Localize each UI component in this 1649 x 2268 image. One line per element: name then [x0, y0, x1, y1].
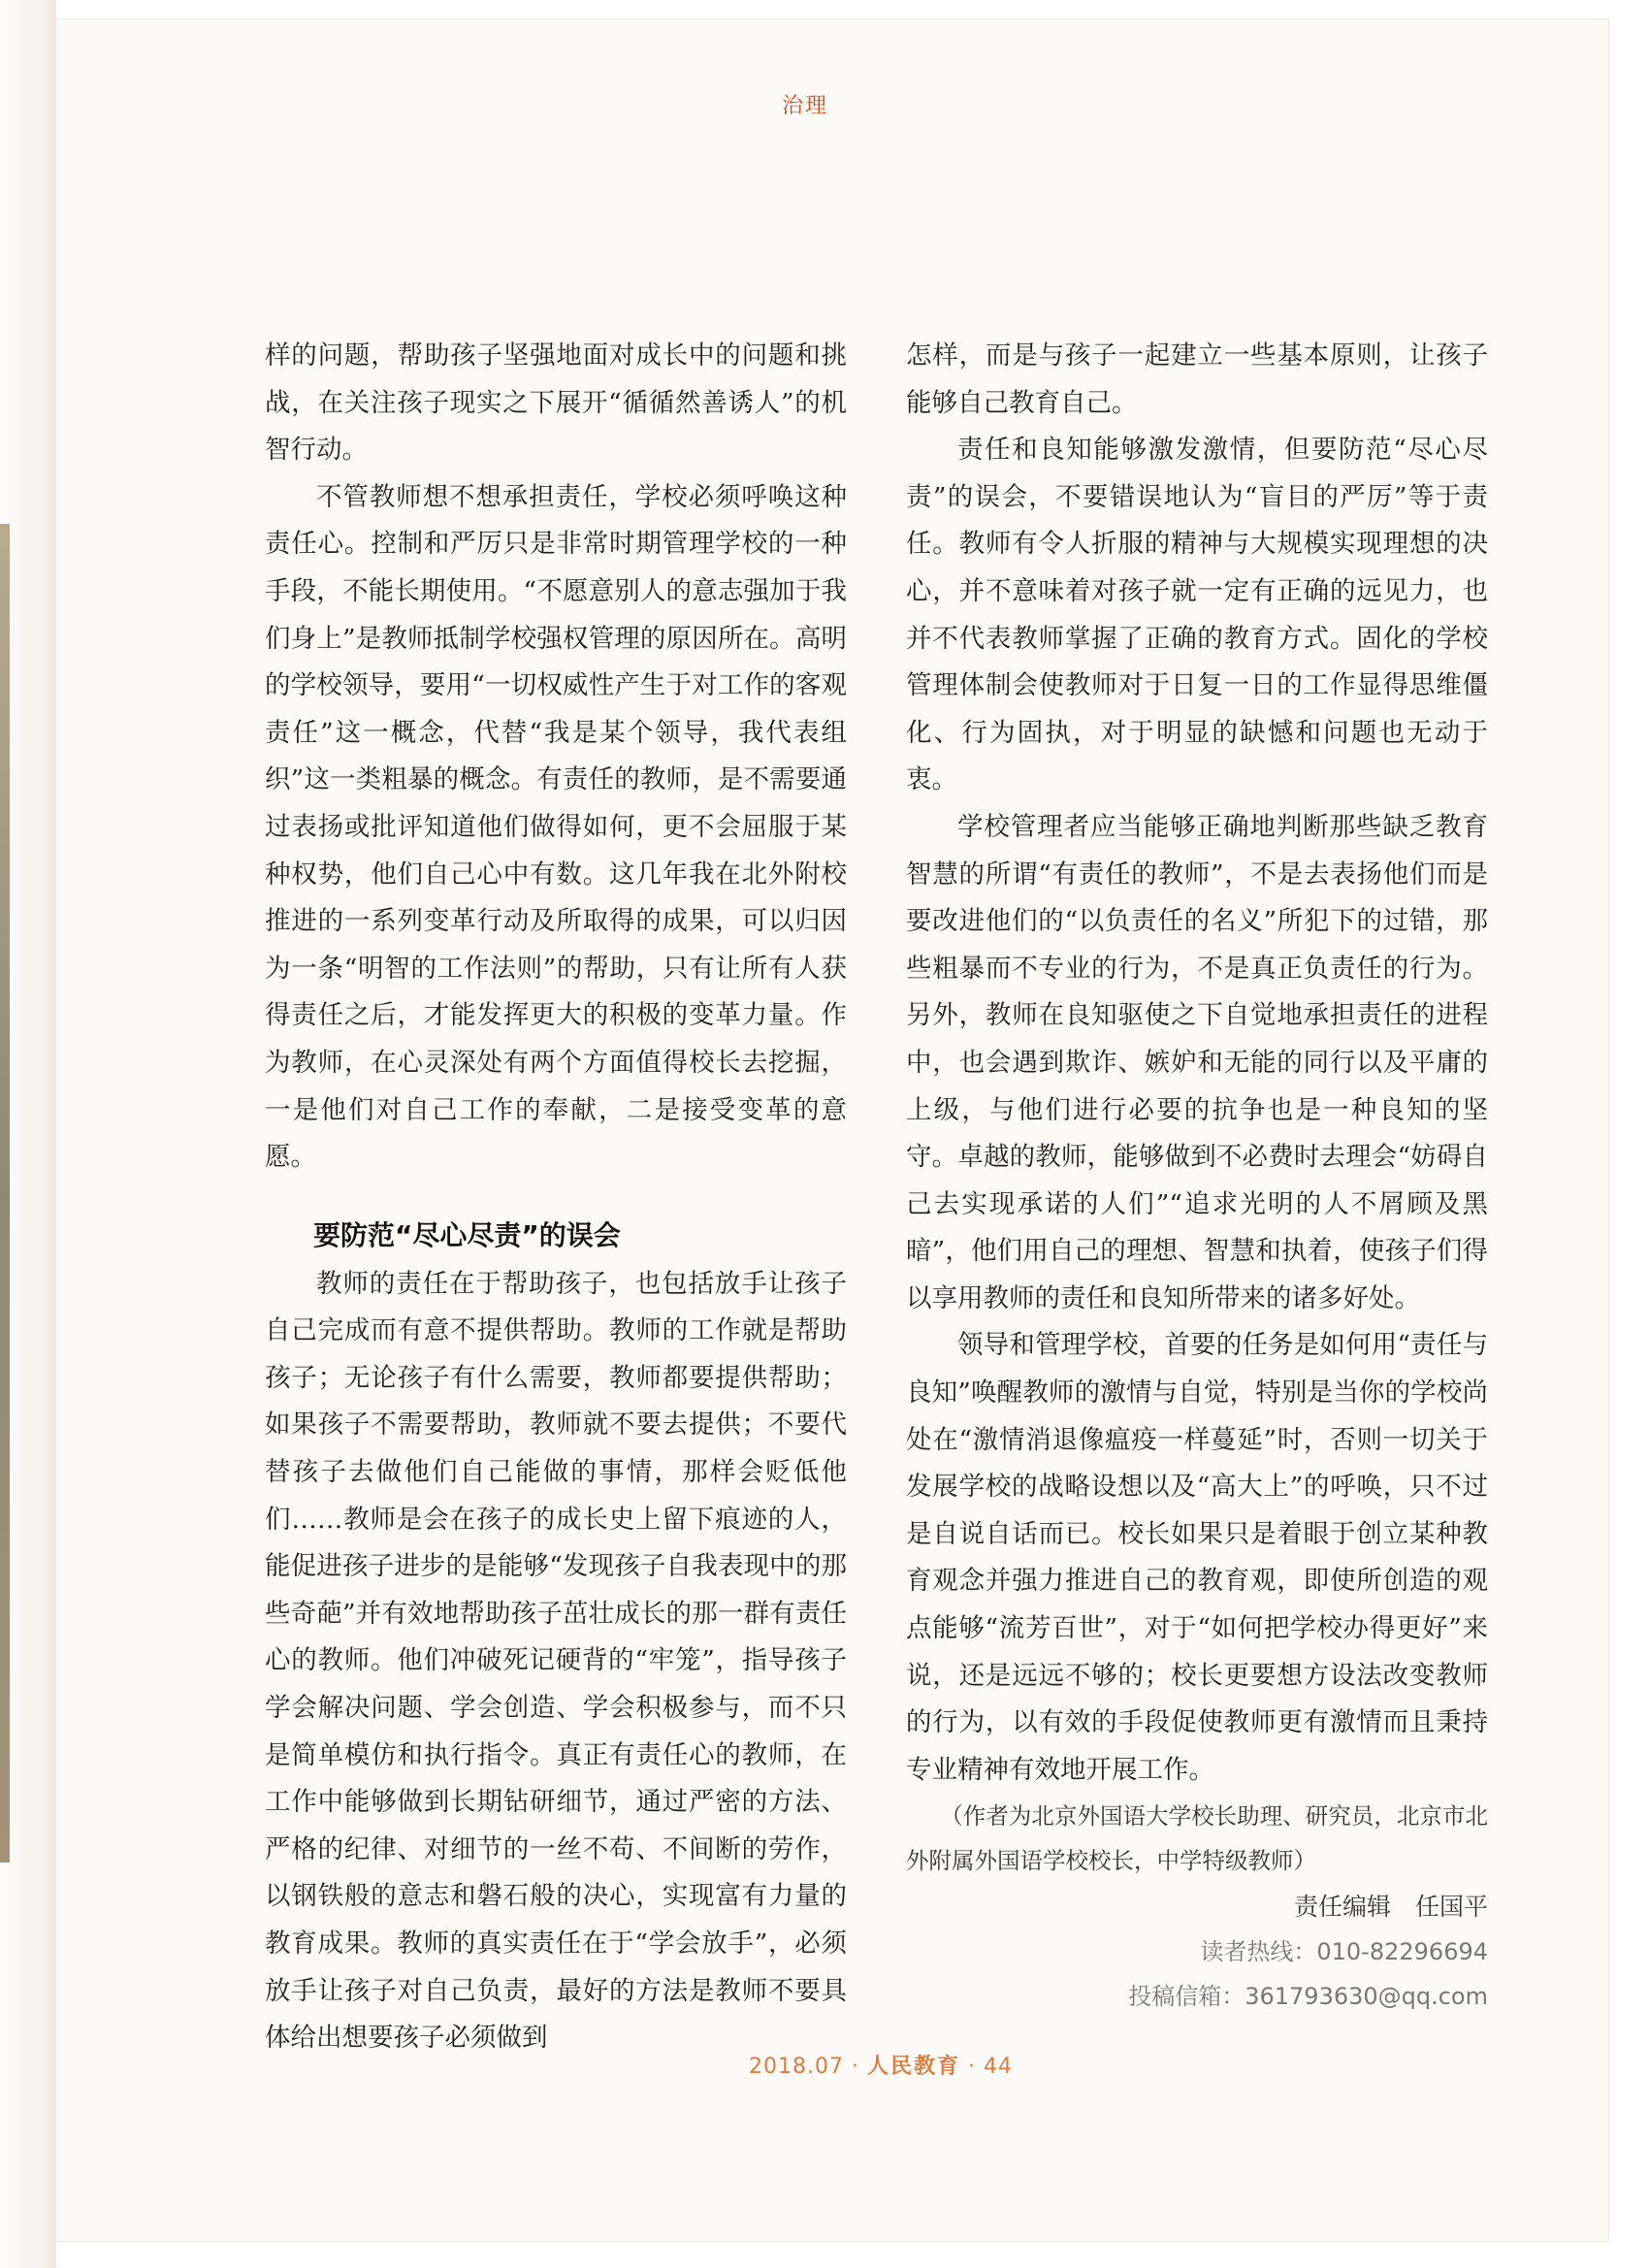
right-paragraph-1: 怎样，而是与孩子一起建立一些基本原则，让孩子能够自己教育自己。	[906, 340, 1488, 418]
footer-separator: ·	[960, 2055, 984, 2079]
author-note: （作者为北京外国语大学校长助理、研究员，北京市北外附属外国语学校校长，中学特级教师）	[906, 1802, 1488, 1875]
left-column	[265, 333, 847, 2062]
right-paragraph-4: 领导和管理学校，首要的任务是如何用“责任与良知”唤醒教师的激情与自觉，特别是当你的学校尚处在“激情消退像瘟疫一样蔓延”时，否则一切关于发展学校的战略设想以及“高大上”的呼唤，只不过是自说自话而已。校长如果只是着眼于创立某种教育观念并强力推进自己的教育观，即使所创造的观点能够“流芳百世”，对于“如何把学校办得更好”来说，还是远远不够的；校长更要想方设法改变教师的行为，以有效的手段促使教师更有激情而且秉持专业精神有效地开展工作。	[906, 1330, 1488, 1785]
section-header: 治理	[781, 94, 828, 118]
issue-date: 2018.07	[749, 2055, 844, 2079]
right-paragraph-2: 责任和良知能够激发激情，但要防范“尽心尽责”的误会，不要错误地认为“盲目的严厉”等于责任。教师有令人折服的精神与大规模实现理想的决心，并不意味着对孩子就一定有正确的远见力，也并不代表教师掌握了正确的教育方式。固化的学校管理体制会使教师对于日复一日的工作显得思维僵化、行为固执，对于明显的缺憾和问题也无动于衷。	[906, 435, 1488, 795]
editor-credit: 责任编辑 任国平	[1293, 1893, 1488, 1922]
right-paragraph-3: 学校管理者应当能够正确地判断那些缺乏教育智慧的所谓“有责任的教师”，不是去表扬他们而是要改进他们的“以负责任的名义”所犯下的过错，那些粗暴而不专业的行为，不是真正负责任的行为。另外，教师在良知驱使之下自觉地承担责任的进程中，也会遇到欺诈、嫉妒和无能的同行以及平庸的上级，与他们进行必要的抗争也是一种良知的坚守。卓越的教师，能够做到不必费时去理会“妨碍自己去实现承诺的人们”“追求光明的人不屑顾及黑暗”，他们用自己的理想、智慧和执着，使孩子们得以享用教师的责任和良知所带来的诸多好处。	[906, 811, 1488, 1313]
page-footer	[0, 2050, 1649, 2080]
magazine-name: 人民教育	[866, 2054, 960, 2079]
left-paragraph-3: 教师的责任在于帮助孩子，也包括放手让孩子自己完成而有意不提供帮助。教师的工作就是帮助孩子；无论孩子有什么需要，教师都要提供帮助；如果孩子不需要帮助，教师就不要去提供；不要代替孩子去做他们自己能做的事情，那样会贬低他们……教师是会在孩子的成长史上留下痕迹的人，能促进孩子进步的是能够“发现孩子自我表现中的那些奇葩”并有效地帮助孩子茁壮成长的那一群有责任心的教师。他们冲破死记硬背的“牢笼”，指导孩子学会解决问题、学会创造、学会积极参与，而不只是简单模仿和执行指令。真正有责任心的教师，在工作中能够做到长期钻研细节，通过严密的方法、严格的纪律、对细节的一丝不苟、不间断的劳作，以钢铁般的意志和磐石般的决心，实现富有力量的教育成果。教师的真实责任在于“学会放手”，必须放手让孩子对自己负责，最好的方法是教师不要具体给出想要孩子必须做到	[265, 1268, 847, 2054]
scan-edge	[0, 0, 56, 2268]
credits-block	[906, 1885, 1488, 2019]
left-paragraph-1: 样的问题，帮助孩子坚强地面对成长中的问题和挑战，在关注孩子现实之下展开“循循然善诱人”的机智行动。	[265, 340, 847, 466]
footer-separator: ·	[844, 2055, 867, 2079]
submission-email: 投稿信箱：361793630@qq.com	[1128, 1983, 1488, 2011]
reader-hotline: 读者热线：010-82296694	[1200, 1938, 1488, 1966]
right-column	[906, 333, 1488, 2019]
section-heading: 要防范“尽心尽责”的误会	[313, 1218, 621, 1251]
page-number: 44	[983, 2055, 1013, 2079]
left-paragraph-2: 不管教师想不想承担责任，学校必须呼唤这种责任心。控制和严厉只是非常时期管理学校的一种手段，不能长期使用。“不愿意别人的意志强加于我们身上”是教师抵制学校强权管理的原因所在。高明的学校领导，要用“一切权威性产生于对工作的客观责任”这一概念，代替“我是某个领导，我代表组织”这一类粗暴的概念。有责任的教师，是不需要通过表扬或批评知道他们做得如何，更不会屈服于某种权势，他们自己心中有数。这几年我在北外附校推进的一系列变革行动及所取得的成果，可以归因为一条“明智的工作法则”的帮助，只有让所有人获得责任之后，才能发挥更大的积极的变革力量。作为教师，在心灵深处有两个方面值得校长去挖掘，一是他们对自己工作的奉献，二是接受变革的意愿。	[265, 481, 847, 1173]
adjacent-page-strip	[0, 524, 10, 1863]
